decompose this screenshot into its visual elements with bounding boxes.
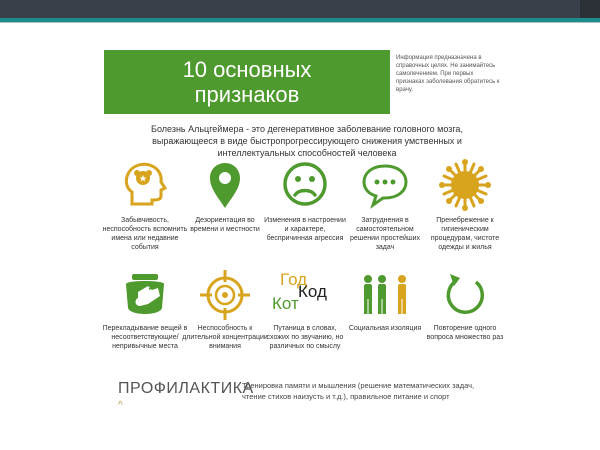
title-box <box>104 50 390 114</box>
word-kot: Кот <box>272 294 299 313</box>
infographic <box>104 50 502 410</box>
feature-label: Повторение одного вопроса множество раз <box>426 325 504 341</box>
header-tab <box>580 0 600 18</box>
speech-bubble-icon <box>358 158 412 212</box>
germ-icon <box>438 158 492 212</box>
feature-label: Затруднения в самостоятельном решении простейших задач <box>350 217 420 251</box>
map-pin-icon <box>198 158 252 212</box>
repeat-arrow-icon <box>438 268 492 322</box>
feature-label: Путаница в словах, схожих по звучанию, но различных по смыслу <box>266 325 344 350</box>
title-line-1: 10 основных <box>182 57 312 82</box>
feature-label: Изменения в настроении и характере, беспричинная агрессия <box>264 217 346 242</box>
header-divider <box>0 22 600 23</box>
header-bar <box>0 0 600 18</box>
subtitle: Болезнь Альцгеймера - это дегенеративное заболевание головного мозга, выражающееся в виде быстропрогрессирующего снижения умственных и интеллектуальных способностей человека <box>151 124 463 158</box>
word-kod: Код <box>298 282 327 301</box>
words-icon <box>270 270 340 322</box>
disclaimer-note: Информация предназначена в справочных целях. Не занимайтесь самолечением. При первых признаках заболевания обратитесь к врачу. <box>396 55 500 93</box>
feature-label: Пренебрежение к гигиеническим процедурам, чистоте одежды и жилья <box>430 217 500 251</box>
word-god: Год <box>280 270 308 289</box>
head-brain-icon <box>118 158 172 212</box>
sock-in-pot-icon <box>118 268 172 322</box>
feature-label: Дезориентация во времени и местности <box>190 217 260 233</box>
caret-icon: ^ <box>118 400 123 411</box>
feature-label: Забывчивость, неспособность вспомнить имена или недавние события <box>102 217 188 251</box>
feature-label: Перекладывание вещей в несоответствующие/непривычные места <box>102 325 188 350</box>
crosshair-icon <box>198 268 252 322</box>
prevention-text: Тренировка памяти и мышления (решение математических задач, чтение стихов наизусть и т.д.), правильное питание и спорт <box>242 381 475 401</box>
sad-face-icon <box>278 158 332 212</box>
title-line-2: признаков <box>194 82 300 107</box>
people-icon <box>358 268 412 322</box>
prevention-heading: ПРОФИЛАКТИКА <box>118 380 254 397</box>
feature-label: Социальная изоляция <box>348 325 422 332</box>
feature-label: Неспособность к длительной концентрации внимания <box>182 325 268 350</box>
